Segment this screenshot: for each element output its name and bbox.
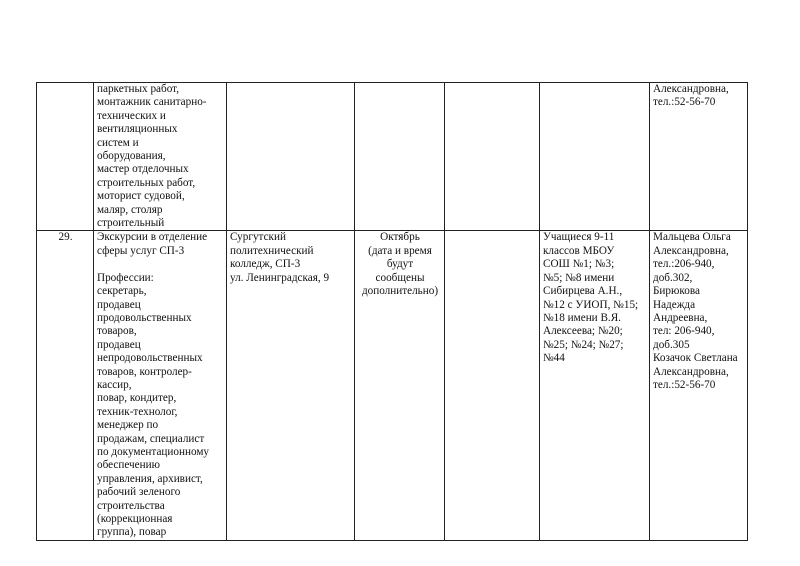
cell-text-line: продавец (97, 338, 141, 351)
row-number-cell (37, 231, 94, 540)
cell-text-line: доб.305 (653, 338, 690, 351)
date-cell (355, 231, 445, 540)
venue-cell (227, 231, 355, 540)
cell-text-line: Сибирцева А.Н., (543, 285, 623, 298)
cell-text-line: будут (386, 258, 414, 271)
cell-text-line: №5; №8 имени (543, 271, 615, 284)
cell-text-line: доб.302, (653, 271, 693, 284)
cell-text-line: рабочий зеленого (97, 486, 181, 499)
cell-text-line: обеспечению (97, 459, 160, 472)
cell-text-line: Октябрь (380, 231, 420, 244)
cell-text-line: моторист судовой, (97, 190, 185, 203)
cell-text-line: Профессии: (97, 271, 154, 284)
cell-text-line: ул. Ленинградская, 9 (230, 271, 330, 284)
cell-text-line: товаров, контролер- (97, 365, 192, 378)
cell-text-line: Бирюкова (653, 285, 700, 298)
cell-text-line: строительный (97, 217, 165, 230)
cell-text-line: тел: 206-940, (653, 325, 715, 338)
table-row (37, 83, 748, 231)
cell-text-line: №12 с УИОП, №15; (543, 298, 639, 311)
cell-text-line: Александровна, (653, 365, 729, 378)
schedule-table (36, 82, 748, 541)
cell-text-line: политехнический (230, 244, 314, 257)
cell-text-line: маляр, столяр (97, 203, 163, 216)
event-cell (94, 83, 227, 231)
cell-text-line: Учащиеся 9-11 (543, 231, 615, 244)
cell-text-line: продовольственных (97, 311, 192, 324)
cell-text-line: мастер отделочных (97, 163, 189, 176)
cell-text-line: Сургутский (230, 231, 286, 244)
participants-cell (540, 231, 650, 540)
cell-text-line: систем и (97, 136, 139, 149)
cell-text-line: кассир, (97, 378, 132, 391)
cell-text-line: строительных работ, (97, 176, 196, 189)
contacts-cell (650, 83, 748, 231)
cell-text-line: строительства (97, 499, 165, 512)
cell-text-line: продавец (97, 298, 141, 311)
cell-text-line: Алексеева; №20; (543, 325, 623, 338)
empty-cell (445, 231, 540, 540)
cell-text-line: Надежда (653, 298, 696, 311)
cell-text-line: тел.:206-940, (653, 258, 715, 271)
cell-text-line: оборудования, (97, 150, 166, 163)
row-number-cell (37, 83, 94, 231)
cell-text-line: техник-технолог, (97, 405, 178, 418)
cell-text-line: Козачок Светлана (653, 352, 738, 365)
cell-text-line: монтажник санитарно- (97, 96, 207, 109)
venue-cell (227, 83, 355, 231)
cell-text-line: дополнительно) (361, 285, 439, 298)
empty-cell (445, 83, 540, 231)
participants-cell (540, 83, 650, 231)
cell-text-line: сообщены (375, 271, 425, 284)
cell-text-line: Экскурсии в отделение (97, 231, 208, 244)
row-number: 29. (58, 231, 73, 244)
table-body (37, 83, 748, 541)
cell-text-line: по документационному (97, 445, 210, 458)
event-cell (94, 231, 227, 540)
cell-text-line: №18 имени В.Я. (543, 311, 621, 324)
cell-text-line: секретарь, (97, 285, 147, 298)
cell-text-line: товаров, (97, 325, 137, 338)
cell-text-line: Мальцева Ольга (653, 231, 731, 244)
cell-text-line: непродовольственных (97, 352, 203, 365)
cell-text-line: (коррекционная (97, 513, 173, 525)
date-cell (355, 83, 445, 231)
cell-text-line: вентиляционных (97, 123, 178, 136)
contacts-cell (650, 231, 748, 540)
cell-text-line: №25; №24; №27; (543, 338, 624, 351)
cell-text-line: менеджер по (97, 419, 159, 432)
cell-text-line: повар, кондитер, (97, 392, 177, 405)
cell-text-line: Александровна, (653, 83, 729, 95)
cell-text-line: №44 (543, 352, 565, 365)
cell-text-line: колледж, СП-3 (230, 258, 301, 271)
cell-text-line: сферы услуг СП-3 (97, 244, 185, 257)
cell-text-line: технических и (97, 109, 166, 122)
cell-text-line: продажам, специалист (97, 432, 205, 445)
cell-text-line: Андреевна, (653, 311, 708, 324)
cell-text-line: тел.:52-56-70 (653, 378, 716, 391)
cell-text-line: тел.:52-56-70 (653, 96, 716, 109)
cell-text-line: паркетных работ, (97, 83, 179, 95)
cell-text-line: СОШ №1; №3; (543, 258, 615, 271)
cell-text-line: классов МБОУ (543, 244, 615, 257)
cell-text-line: Александровна, (653, 244, 729, 257)
cell-text-line (97, 258, 224, 271)
cell-text-line: группа), повар (97, 526, 167, 539)
cell-text-line: (дата и время (368, 244, 432, 257)
table-row (37, 231, 748, 540)
cell-text-line: управления, архивист, (97, 472, 203, 485)
